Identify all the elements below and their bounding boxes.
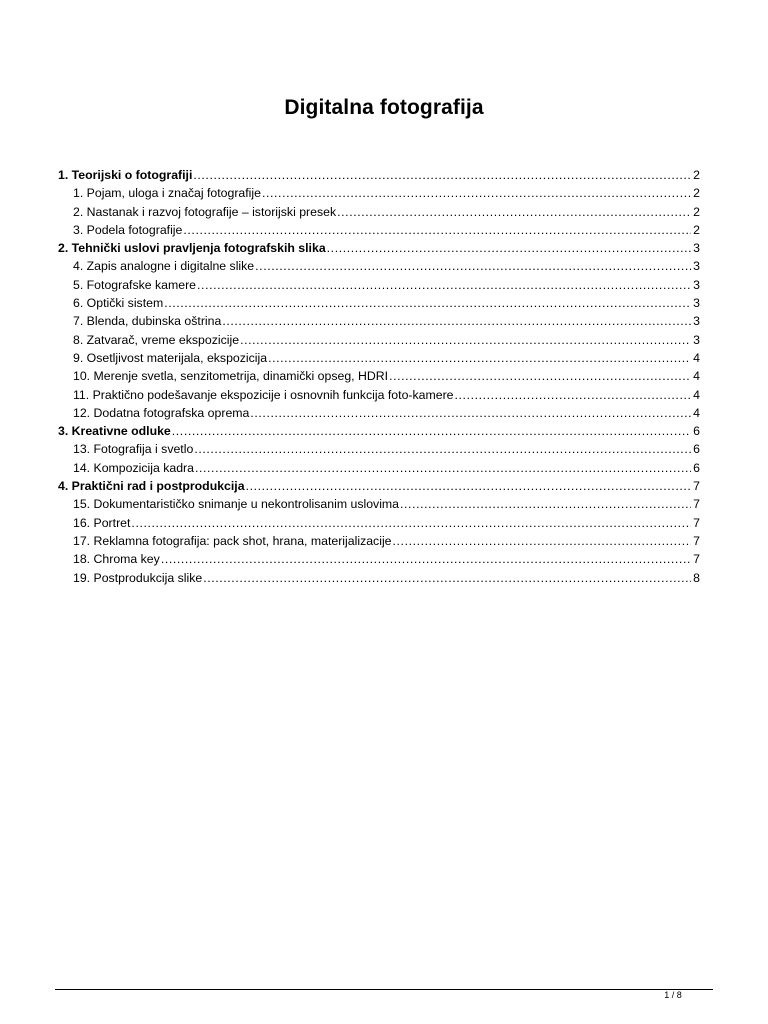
toc-entry-label: 2. Tehnički uslovi pravljenja fotografskih slika (58, 241, 326, 256)
toc-dot-leader (337, 203, 691, 221)
toc-entry-page-number: 4 (693, 350, 700, 365)
toc-entry-label: 13. Fotografija i svetlo (73, 442, 194, 457)
toc-entry-label: 16. Portret (73, 515, 131, 530)
toc-chapter-entry[interactable] (58, 477, 700, 495)
toc-section-entry[interactable] (58, 349, 700, 367)
toc-section-entry[interactable] (58, 514, 700, 532)
page-title: Digitalna fotografija (284, 96, 484, 119)
toc-dot-leader (327, 239, 691, 257)
toc-dot-leader (193, 166, 691, 184)
toc-dot-leader (393, 532, 691, 550)
toc-entry-label: 11. Praktično podešavanje ekspozicije i osnovnih funkcija foto-kamere (73, 387, 454, 402)
toc-entry-label: 10. Merenje svetla, senzitometrija, dinamički opseg, HDRI (73, 369, 389, 384)
toc-chapter-entry[interactable] (58, 166, 700, 184)
toc-section-entry[interactable] (58, 569, 700, 587)
toc-dot-leader (255, 257, 691, 275)
toc-dot-leader (131, 514, 691, 532)
toc-section-entry[interactable] (58, 495, 700, 513)
toc-chapter-entry[interactable] (58, 239, 700, 257)
toc-entry-page-number: 2 (693, 204, 700, 219)
toc-dot-leader (262, 184, 691, 202)
toc-entry-label: 1. Teorijski o fotografiji (58, 168, 193, 182)
toc-entry-label: 9. Osetljivost materijala, ekspozicija (73, 350, 268, 365)
toc-entry-label: 15. Dokumentarističko snimanje u nekontrolisanim uslovima (73, 497, 400, 512)
toc-entry-label: 1. Pojam, uloga i značaj fotografije (73, 186, 261, 201)
toc-entry-label: 19. Postprodukcija slike (73, 570, 203, 585)
toc-entry-page-number: 3 (693, 332, 700, 347)
toc-dot-leader (161, 550, 691, 568)
toc-entry-label: 2. Nastanak i razvoj fotografije – istorijski presek (73, 204, 337, 219)
toc-entry-page-number: 7 (693, 479, 700, 494)
toc-dot-leader (240, 331, 691, 349)
toc-entry-label: 17. Reklamna fotografija: pack shot, hrana, materijalizacije (73, 533, 392, 548)
toc-entry-page-number: 7 (693, 533, 700, 548)
toc-entry-page-number: 8 (693, 570, 700, 585)
toc-entry-label: 18. Chroma key (73, 552, 160, 567)
toc-entry-page-number: 6 (693, 460, 700, 475)
toc-dot-leader (389, 367, 691, 385)
toc-section-entry[interactable] (58, 203, 700, 221)
toc-section-entry[interactable] (58, 367, 700, 385)
toc-section-entry[interactable] (58, 532, 700, 550)
toc-section-entry[interactable] (58, 184, 700, 202)
toc-entry-page-number: 6 (693, 424, 700, 439)
toc-entry-page-number: 3 (693, 314, 700, 329)
toc-entry-label: 4. Zapis analogne i digitalne slike (73, 259, 255, 274)
page-number: 1 / 8 (664, 990, 682, 1000)
toc-dot-leader (268, 349, 691, 367)
toc-section-entry[interactable] (58, 221, 700, 239)
toc-entry-label: 3. Kreativne odluke (58, 424, 171, 439)
toc-dot-leader (400, 495, 691, 513)
toc-section-entry[interactable] (58, 386, 700, 404)
toc-section-entry[interactable] (58, 550, 700, 568)
toc-entry-label: 12. Dodatna fotografska oprema (73, 405, 250, 420)
toc-entry-label: 5. Fotografske kamere (73, 277, 197, 292)
toc-dot-leader (250, 404, 691, 422)
toc-entry-page-number: 4 (693, 369, 700, 384)
toc-section-entry[interactable] (58, 257, 700, 275)
toc-entry-page-number: 6 (693, 442, 700, 457)
toc-dot-leader (246, 477, 691, 495)
toc-section-entry[interactable] (58, 459, 700, 477)
toc-section-entry[interactable] (58, 294, 700, 312)
toc-dot-leader (164, 294, 691, 312)
toc-entry-label: 7. Blenda, dubinska oštrina (73, 314, 222, 329)
toc-entry-page-number: 7 (693, 497, 700, 512)
toc-chapter-entry[interactable] (58, 422, 700, 440)
toc-entry-page-number: 3 (693, 277, 700, 292)
toc-entry-page-number: 2 (693, 222, 700, 237)
toc-entry-page-number: 3 (693, 259, 700, 274)
toc-entry-page-number: 3 (693, 241, 700, 256)
toc-entry-page-number: 7 (693, 552, 700, 567)
toc-section-entry[interactable] (58, 440, 700, 458)
toc-section-entry[interactable] (58, 312, 700, 330)
toc-entry-page-number: 4 (693, 405, 700, 420)
toc-dot-leader (172, 422, 691, 440)
toc-dot-leader (183, 221, 691, 239)
toc-entry-label: 6. Optički sistem (73, 296, 164, 311)
toc-dot-leader (455, 386, 691, 404)
toc-entry-label: 8. Zatvarač, vreme ekspozicije (73, 332, 240, 347)
toc-entry-page-number: 2 (693, 186, 700, 201)
toc-section-entry[interactable] (58, 404, 700, 422)
toc-entry-page-number: 2 (693, 168, 700, 182)
toc-dot-leader (222, 312, 691, 330)
toc-entry-label: 4. Praktični rad i postprodukcija (58, 479, 245, 494)
table-of-contents (58, 166, 700, 587)
toc-section-entry[interactable] (58, 276, 700, 294)
toc-entry-label: 14. Kompozicija kadra (73, 460, 194, 475)
toc-dot-leader (195, 459, 691, 477)
toc-entry-page-number: 3 (693, 296, 700, 311)
toc-entry-page-number: 7 (693, 515, 700, 530)
toc-entry-label: 3. Podela fotografije (73, 222, 183, 237)
toc-dot-leader (203, 569, 691, 587)
footer-divider (55, 989, 713, 990)
toc-dot-leader (197, 276, 691, 294)
toc-dot-leader (194, 440, 691, 458)
toc-section-entry[interactable] (58, 331, 700, 349)
toc-entry-page-number: 4 (693, 387, 700, 402)
